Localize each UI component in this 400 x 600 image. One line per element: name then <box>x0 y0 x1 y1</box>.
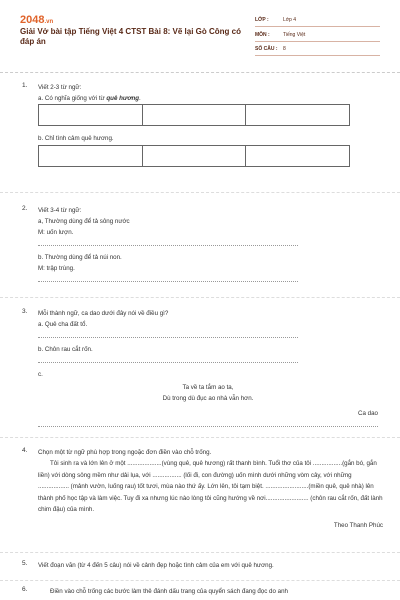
q1-b-answer-grid[interactable] <box>38 145 350 167</box>
divider <box>0 552 400 553</box>
meta-subject: MÔN : Tiếng Việt <box>255 32 380 38</box>
answer-line[interactable] <box>38 361 298 363</box>
divider <box>0 437 400 438</box>
q2 <box>38 205 378 288</box>
q4-passage: Tôi sinh ra và lớn lên ở một ....................(vùng quê, quê hương) rất thanh bình. Tuổi thơ của tôi .................(gắn bó, gắn liền) với dòng sông mềm như dải lụa, với ................. (lối đi, con đường) uốn mình dưới những vòm cây, với những .................. (mảnh vườn, luống rau) tốt tươi, mùa nào thứ ấy. Lớn lên, tôi tạm biệt. .........................(miền quê, quê nhà) lên thành phố học tập và làm việc. Tuy đi xa nhưng lúc nào lòng tôi cũng hướng về nơi......................... (chôn rau cắt rốn, đất lành chim đậu) của mình. <box>38 460 383 513</box>
q6-number: 6. <box>22 586 28 593</box>
q4 <box>38 447 383 531</box>
document-title: Giải Vở bài tập Tiếng Việt 4 CTST Bài 8: Vẽ lại Gò Công có đáp án <box>20 27 241 46</box>
q2-a-example: M: uốn lượn. <box>38 229 74 236</box>
divider <box>0 297 400 298</box>
meta-class: LỚP : Lớp 4 <box>255 17 380 23</box>
poem-line-2: Dù trong dù đục ao nhà vẫn hơn. <box>162 395 254 402</box>
answer-line[interactable] <box>38 280 298 282</box>
q3-b: b. Chôn rau cắt rốn. <box>38 346 93 353</box>
divider <box>0 580 400 581</box>
poem-source: Ca dao <box>358 410 378 417</box>
q1 <box>38 82 378 104</box>
q2-b-example: M: trập trùng. <box>38 265 75 272</box>
q1-title: Viết 2-3 từ ngữ: <box>38 84 82 91</box>
q5-title: Viết đoạn văn (từ 4 đến 5 câu) nói về cảnh đẹp hoặc tình cảm của em với quê hương. <box>38 562 274 569</box>
q3-a: a. Quê cha đất tổ. <box>38 321 88 328</box>
q1-b: b. Chỉ tình cảm quê hương. <box>38 135 114 142</box>
q3-number: 3. <box>22 308 28 315</box>
q1-a: a. Có nghĩa giống với từ quê hương. <box>38 95 141 102</box>
logo[interactable]: 2048.vn <box>20 14 54 26</box>
divider <box>0 192 400 193</box>
page-header <box>0 0 400 68</box>
answer-line[interactable] <box>38 425 378 427</box>
q3-c: c. <box>38 371 43 378</box>
q2-a: a, Thường dùng để tả sông nước <box>38 218 130 225</box>
answer-line[interactable] <box>38 244 298 246</box>
q6-title: Điền vào chỗ trống các bước làm thẻ đánh dấu trang của quyển sách đang đọc do anh <box>50 588 288 595</box>
q1-a-answer-grid[interactable] <box>38 104 350 126</box>
q5-number: 5. <box>22 560 28 567</box>
q2-number: 2. <box>22 205 28 212</box>
poem-line-1: Ta về ta tắm ao ta, <box>182 384 234 391</box>
q2-b: b. Thường dùng để tả núi non. <box>38 254 122 261</box>
header-divider <box>0 72 400 73</box>
answer-line[interactable] <box>38 336 298 338</box>
q3 <box>38 308 378 433</box>
q1-number: 1. <box>22 82 28 89</box>
q4-number: 4. <box>22 447 28 454</box>
meta-count: SỐ CÂU : 8 <box>255 46 380 52</box>
q3-title: Mỗi thành ngữ, ca dao dưới đây nói về điều gì? <box>38 310 169 317</box>
q2-title: Viết 3-4 từ ngữ: <box>38 207 82 214</box>
q4-title: Chọn một từ ngữ phù hợp trong ngoặc đơn điền vào chỗ trống. <box>38 449 212 456</box>
q4-author: Theo Thanh Phúc <box>333 521 383 529</box>
